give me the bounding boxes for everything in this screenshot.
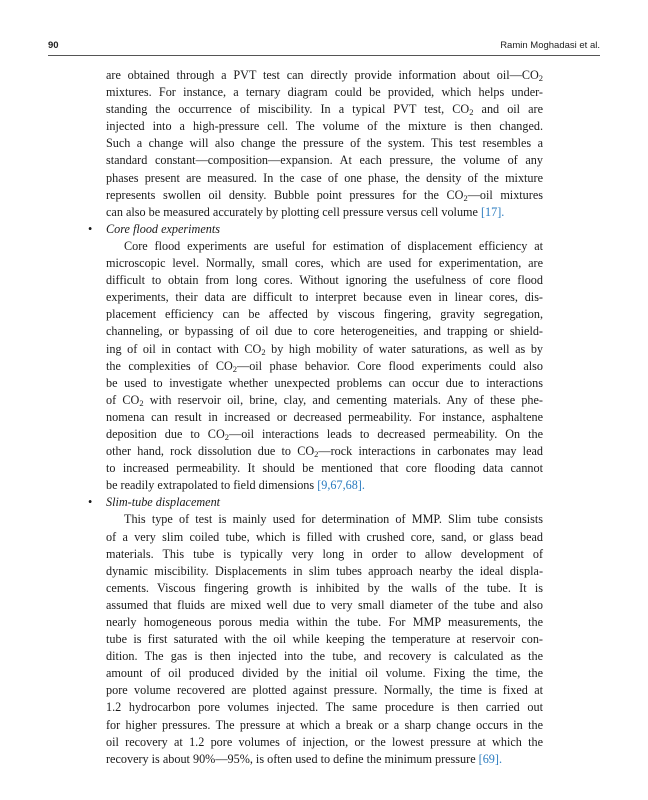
citation-link[interactable]: [9,67,68]. (317, 478, 365, 493)
subscript-2: 2 (232, 363, 237, 374)
text-line: microscopic level. Normally, small cores, which are used for experimentation, are (106, 256, 543, 271)
text-line: are obtained through a PVT test can directly provide information about $oil—CO_2$ (106, 68, 543, 83)
paragraph-pvt (106, 67, 543, 221)
text-line: assumed that fluids are mixed well due to very small diameter of the tube and also (106, 597, 543, 612)
text-line: cements. Viscous fingering growth is inhibited by the walls of the tube. It is (106, 580, 543, 595)
text-line: deposition due to $CO_2—oil$ interactions leads to decreased permeability. On the (106, 426, 543, 442)
text-line: difficult to obtain from long cores. Without ignoring the usefulness of core flood (106, 273, 543, 288)
text-line: experiments, their data are difficult to interpret because even in linear cores, dis- (106, 290, 543, 305)
text-line: of a very slim coiled tube, which is filled with crushed core, sand, or glass bead (106, 529, 543, 544)
section-title: Slim-tube displacement (106, 495, 221, 510)
paragraph-slim-tube (106, 511, 543, 767)
text-line: nomena can result in increased or decreased permeability. For instance, asphaltene (106, 409, 543, 424)
subscript-2: 2 (314, 449, 319, 460)
text-line: oil recovery at 1.2 pore volumes of injection, or the lowest pressure at which the (106, 734, 543, 749)
subscript-2: 2 (538, 73, 543, 83)
citation-link[interactable]: [17]. (480, 204, 505, 219)
text-line: materials. This tube is typically very long in order to allow development of (106, 546, 543, 561)
text-line: Such a change will also change the pressure of the system. This test resembles a (106, 136, 543, 151)
text-segment: be readily extrapolated to field dimensions (106, 478, 318, 493)
bullet-icon: • (88, 495, 93, 510)
text-line: be used to investigate whether unexpected problems can occur due to interactions (106, 375, 543, 390)
subscript-2: 2 (469, 107, 474, 118)
body-text (88, 67, 544, 768)
text-line: Core flood experiments are useful for estimation of displacement efficiency at (124, 238, 543, 253)
text-segment: can also be measured accurately by plotting cell pressure versus cell volume (106, 204, 481, 219)
subscript-2: 2 (224, 431, 229, 442)
text-line: of $CO_2$ with reservoir oil, brine, clay, and cementing materials. Any of these phe- (106, 392, 543, 408)
text-line: the complexities of $CO_2—oil$ phase behavior. Core flood experiments could also (106, 358, 543, 374)
text-line: dynamic miscibility. Displacements in slim tubes approach nearby the ideal displa- (106, 563, 543, 578)
bullet-icon: • (88, 221, 93, 236)
text-line: to increased permeability. It should be mentioned that core flooding data cannot (106, 461, 543, 476)
text-segment: recovery is about 90%—95%, is often used to define the minimum pressure (106, 751, 479, 766)
text-line (106, 751, 543, 768)
running-head: Ramin Moghadasi et al. (500, 40, 600, 51)
text-line (106, 204, 543, 221)
bullet-heading-core-flood (88, 221, 543, 238)
text-line: dition. The gas is then injected into the tube, and recovery is calculated as the (106, 649, 543, 664)
page-header (48, 40, 600, 54)
subscript-2: 2 (139, 397, 144, 408)
text-line: amount of oil produced divided by the initial oil volume. Fixing the time, the (106, 666, 543, 681)
subscript-2: 2 (261, 346, 266, 357)
text-line: injected into a high-pressure cell. The volume of the mixture is then changed. (106, 119, 543, 134)
text-line: standard constant—composition—expansion. At each pressure, the volume of any (106, 153, 543, 168)
section-title: Core flood experiments (106, 221, 220, 236)
text-line: pore volume recovered are plotted against pressure. Normally, the time is fixed at (106, 683, 543, 698)
text-line: for higher pressures. The pressure at which a break or a sharp change occurs in the (106, 717, 543, 732)
text-line: This type of test is mainly used for determination of MMP. Slim tube consists (124, 512, 543, 527)
text-line: mixtures. For instance, a ternary diagram could be provided, which helps under- (106, 85, 543, 100)
text-line: channeling, or bypassing of oil due to core heterogeneities, and trapping or shield- (106, 324, 543, 339)
text-line: tube is first saturated with the oil while keeping the temperature at reservoir con- (106, 632, 543, 647)
citation-link[interactable]: [69]. (478, 751, 503, 766)
subscript-2: 2 (463, 192, 468, 203)
text-line: 1.2 hydrocarbon pore volumes injected. The same procedure is then carried out (106, 700, 543, 715)
text-line: placement efficiency can be affected by viscous fingering, gravity segregation, (106, 307, 543, 322)
text-line: other hand, rock dissolution due to $CO_2—rock$ interactions in carbonates may lead (106, 444, 543, 460)
text-line: standing the occurrence of miscibility. In a typical PVT test, $CO_2$ and oil are (106, 102, 544, 118)
header-rule (48, 55, 600, 56)
text-line (106, 477, 543, 494)
bullet-heading-slim-tube (88, 494, 543, 511)
text-line: ing of oil in contact with $CO_2$ by high mobility of water saturations, as well as by (106, 341, 544, 357)
page-number: 90 (48, 40, 59, 51)
paragraph-core-flood (106, 238, 543, 494)
text-line: phases present are measured. In the case of one phase, the density of the mixture (106, 170, 543, 185)
text-line: nearly homogeneous porous media within the tube. For MMP measurements, the (106, 615, 543, 629)
text-line: represents swollen oil density. Bubble point pressures for the $CO_2—oil$ mixtures (106, 187, 543, 203)
